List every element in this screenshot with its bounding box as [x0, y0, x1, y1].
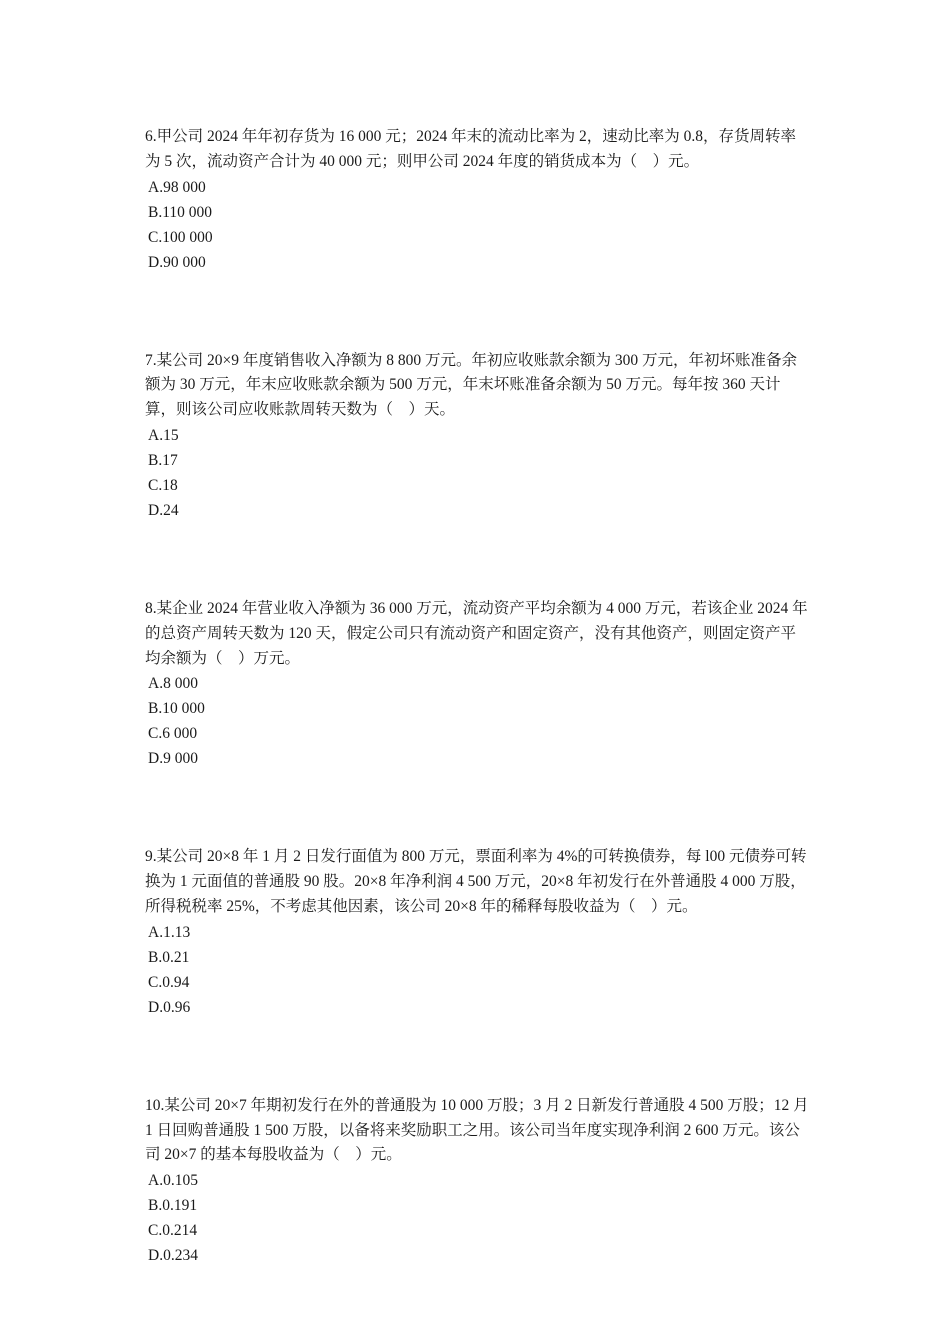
option-list [145, 671, 810, 771]
option-b: B.110 000 [148, 203, 213, 221]
option-list [145, 920, 810, 1020]
document-page [145, 125, 810, 1342]
question-10 [145, 1094, 810, 1268]
question-6 [145, 125, 810, 275]
option-b: B.10 000 [148, 700, 205, 718]
option-c: C.0.94 [148, 973, 190, 991]
question-7 [145, 349, 810, 523]
option-d: D.0.234 [148, 1247, 198, 1265]
option-d: D.24 [148, 501, 179, 519]
question-9 [145, 845, 810, 1019]
option-a: A.15 [148, 426, 179, 444]
question-text: 10.某公司 20×7 年期初发行在外的普通股为 10 000 万股；3 月 2 日新发行普通股 4 500 万股；12 月 1 日回购普通股 1 500 万股，以备将来奖励职工之用。该公司当年度实现净利润 2 600 万元。该公司 20×7 的基本每股收益为（ ）元。 [145, 1096, 809, 1164]
option-list [145, 423, 810, 523]
question-8 [145, 597, 810, 771]
option-c: C.100 000 [148, 228, 213, 246]
question-text: 7.某公司 20×9 年度销售收入净额为 8 800 万元。年初应收账款余额为 300 万元，年初坏账准备余额为 30 万元，年末应收账款余额为 500 万元，年末坏账准备余额为 50 万元。每年按 360 天计算，则该公司应收账款周转天数为（ ）天。 [145, 351, 797, 419]
option-b: B.0.191 [148, 1197, 198, 1215]
option-b: B.0.21 [148, 948, 190, 966]
option-list [145, 1168, 810, 1268]
question-text: 8.某企业 2024 年营业收入净额为 36 000 万元，流动资产平均余额为 4 000 万元，若该企业 2024 年的总资产周转天数为 120 天，假定公司只有流动资产和固定资产，没有其他资产，则固定资产平均余额为（ ）万元。 [145, 599, 808, 667]
option-list [145, 175, 810, 275]
option-b: B.17 [148, 451, 178, 469]
option-a: A.0.105 [148, 1172, 198, 1190]
option-a: A.8 000 [148, 675, 198, 693]
option-d: D.0.96 [148, 998, 191, 1016]
option-d: D.90 000 [148, 253, 206, 271]
option-c: C.18 [148, 476, 178, 494]
option-c: C.6 000 [148, 725, 198, 743]
question-text: 6.甲公司 2024 年年初存货为 16 000 元；2024 年末的流动比率为 2，速动比率为 0.8，存货周转率为 5 次，流动资产合计为 40 000 元；则甲公司 2024 年度的销货成本为（ ）元。 [145, 128, 797, 170]
option-c: C.0.214 [148, 1222, 198, 1240]
question-text: 9.某公司 20×8 年 1 月 2 日发行面值为 800 万元，票面利率为 4%的可转换债券，每 l00 元债券可转换为 1 元面值的普通股 90 股。20×8 年净利润 4 500 万元，20×8 年初发行在外普通股 4 000 万股，所得税税率 25%，不考虑其他因素，该公司 20×8 年的稀释每股收益为（ ）元。 [145, 848, 807, 915]
option-d: D.9 000 [148, 750, 198, 768]
option-a: A.1.13 [148, 923, 191, 941]
option-a: A.98 000 [148, 178, 206, 196]
